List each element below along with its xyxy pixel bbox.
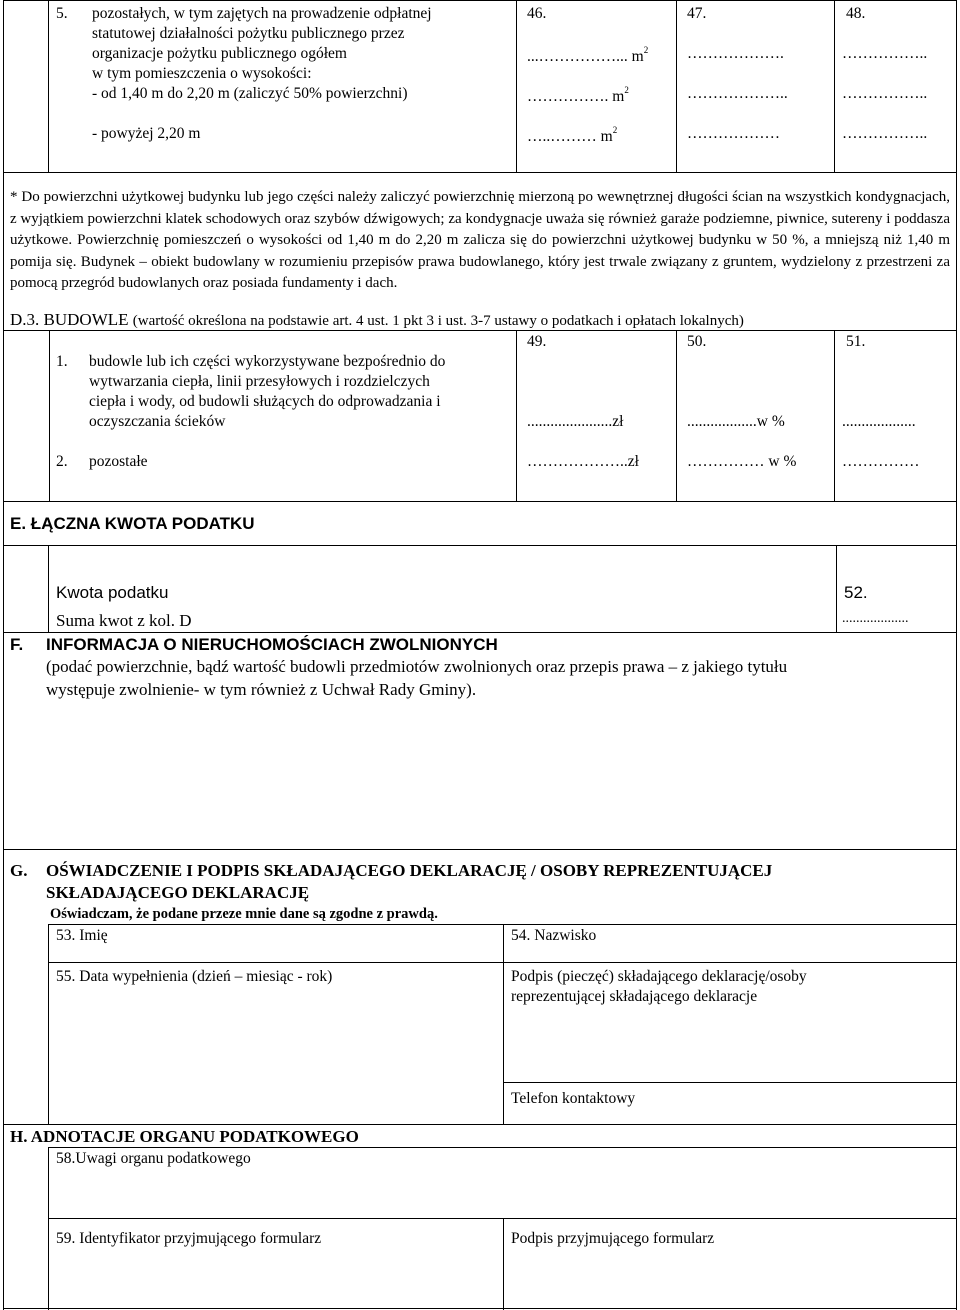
podpis-label-line2: reprezentującej składającego deklaracje (511, 988, 758, 1005)
item-number: 2. (56, 453, 68, 470)
imie-field[interactable] (50, 946, 500, 960)
section-g-heading-line2: SKŁADAJĄCEGO DEKLARACJĘ (46, 883, 310, 902)
col-51-number: 51. (846, 333, 866, 350)
item5-line1: pozostałych, w tym zajętych na prowadzenie odpłatnej (92, 5, 432, 22)
section-f-desc-line2: występuje zwolnienie- w tym również z Uchwał Rady Gminy). (46, 680, 477, 699)
above-220-label: - powyżej 2,20 m (92, 125, 201, 142)
tax-field[interactable]: …………….. (842, 45, 928, 62)
rate-field[interactable]: …………… w % (687, 453, 797, 470)
item1-line1: budowle lub ich części wykorzystywane bezpośrednio do (89, 353, 446, 370)
nazwisko-field[interactable] (505, 946, 953, 960)
statement-text: Oświadczam, że podane przeze mnie dane są zgodne z prawdą. (50, 906, 438, 922)
area-total-field[interactable]: ...……………... $m^2$ (527, 45, 649, 65)
item5-line4: w tym pomieszczenia o wysokości: (92, 65, 312, 82)
col-50-number: 50. (687, 333, 707, 350)
item1-line2: wytwarzania ciepła, linii przesyłowych i rozdzielczych (89, 373, 430, 390)
section-d3-heading (10, 310, 744, 330)
item-number: 5. (56, 5, 68, 22)
section-e-heading: E. ŁĄCZNA KWOTA PODATKU (10, 514, 255, 533)
rate-field[interactable]: ..................w % (687, 413, 785, 430)
data-wypelnienia-field[interactable] (50, 990, 500, 1120)
tax-field[interactable]: …………….. (842, 85, 928, 102)
item2-label: pozostałe (89, 453, 148, 470)
tax-field[interactable]: …………….. (842, 125, 928, 142)
podpis-przyjmujacego-label: Podpis przyjmującego formularz (511, 1230, 715, 1247)
rate-field[interactable]: ……………….. (687, 85, 788, 102)
col-47-number: 47. (687, 5, 707, 22)
area-140-220-field[interactable]: ……………. $m^2$ (527, 85, 629, 105)
tax-field[interactable]: ................... (842, 413, 916, 430)
footnote: * Do powierzchni użytkowej budynku lub jego części należy zaliczyć powierzchnię mierzoną po wewnętrznej długości ścian na wszystkich kondygnacjach, z wyjątkiem powierzchni klatek schodowych oraz szybów dźwigowych; za kondygnacje uważa się również garaże podziemne, piwnice, sutereny i poddasza użytkowe. Powierzchnię pomieszczeń o wysokości od 1,40 m do 2,20 m zalicza się do powierzchni użytkowej budynku w 50 %, a mniejszą niż 1,40 m pomija się. Budynek – obiekt budowlany w rozumieniu przepisów prawa budowlanego, który jest trwale związany z gruntem, wydzielony z przestrzeni za pomocą przegród budowlanych oraz posiada fundamenty i dach. (10, 189, 950, 291)
data-wypelnienia-label: 55. Data wypełnienia (dzień – miesiąc - rok) (56, 968, 333, 985)
col-46-number: 46. (527, 5, 547, 22)
identyfikator-label: 59. Identyfikator przyjmującego formularz (56, 1230, 322, 1247)
item5-line3: organizacje pożytku publicznego ogółem (92, 45, 347, 62)
field-52-number: 52. (844, 583, 868, 602)
kwota-podatku-label: Kwota podatku (56, 583, 169, 602)
podpis-przyjmujacego-field[interactable] (505, 1252, 953, 1306)
col-48-number: 48. (846, 5, 866, 22)
section-f-heading: INFORMACJA O NIERUCHOMOŚCIACH ZWOLNIONYCH (46, 635, 498, 654)
item5-line2: statutowej działalności pożytku publicznego przez (92, 25, 405, 42)
item1-line4: oczyszczania ścieków (89, 413, 226, 430)
nazwisko-label: 54. Nazwisko (511, 927, 597, 944)
section-h-heading: H. ADNOTACJE ORGANU PODATKOWEGO (10, 1127, 359, 1146)
value-field[interactable]: ………………..zł (527, 453, 639, 470)
telefon-label: Telefon kontaktowy (511, 1090, 636, 1107)
d3-heading-title: D.3. BUDOWLE (10, 310, 133, 329)
d3-heading-note: (wartość określona na podstawie art. 4 ust. 1 pkt 3 i ust. 3-7 ustawy o podatkach i opłatach lokalnych) (132, 313, 744, 329)
section-f-letter: F. (10, 635, 24, 654)
exemptions-textarea[interactable] (46, 705, 946, 843)
item-number: 1. (56, 353, 68, 370)
imie-label: 53. Imię (56, 927, 108, 944)
col-49-number: 49. (527, 333, 547, 350)
rate-field[interactable]: ………………. (687, 45, 784, 62)
rate-field[interactable]: ……………… (687, 125, 780, 142)
section-g-heading-line1: OŚWIADCZENIE I PODPIS SKŁADAJĄCEGO DEKLARACJĘ / OSOBY REPREZENTUJĄCEJ (46, 861, 773, 880)
uwagi-label: 58.Uwagi organu podatkowego (56, 1150, 251, 1167)
suma-kwot-label: Suma kwot z kol. D (56, 611, 192, 630)
tax-field[interactable]: …………… (842, 453, 920, 470)
section-g-letter: G. (10, 861, 28, 880)
uwagi-field[interactable] (50, 1170, 953, 1216)
item5-line5: - od 1,40 m do 2,20 m (zaliczyć 50% powierzchni) (92, 85, 408, 102)
item1-line3: ciepła i wody, od budowli służących do odprowadzania i (89, 393, 441, 410)
identyfikator-field[interactable] (50, 1252, 500, 1306)
podpis-label-line1: Podpis (pieczęć) składającego deklarację/osoby (511, 968, 807, 985)
podpis-field[interactable] (505, 1010, 953, 1080)
total-tax-field[interactable]: ................... (842, 611, 909, 626)
value-field[interactable]: ......................zł (527, 413, 624, 430)
section-f-desc-line1: (podać powierzchnie, bądź wartość budowli przedmiotów zwolnionych oraz przepis prawa – z jakiego tytułu (46, 657, 788, 676)
area-above-220-field[interactable]: …..……… $m^2$ (527, 125, 618, 145)
